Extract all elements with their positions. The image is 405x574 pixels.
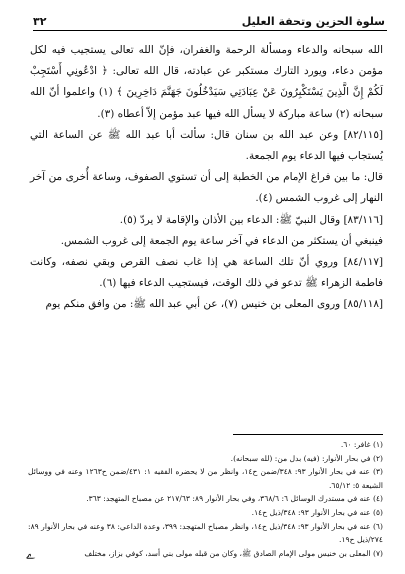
footnotes	[28, 438, 383, 560]
footnote: (٣) عنه في بحار الأنوار ٩٣: ٣٤٨/ضمن ح١٤، وانظر من لا يحضره الفقيه ١: ٤٣١/ضمن ح١٢٦٣ وعنه في ووسائل الشيعة ٥: ٦٥/١٢.	[28, 467, 383, 490]
body-paragraph: [٨٥/١١٨] وروى المعلى بن خنيس (٧)، عن أبي عبد الله ﷺ: من وافق منكم يوم	[45, 298, 383, 311]
body-paragraph: [٨٤/١١٧] وروي أنّ تلك الساعة هي إذا غاب نصف القرص وبقي نصفه، وكانت فاطمة الزهراء ﷺ تدعو في ذلك الوقت، فيستجيب الدعاء فيها (٦).	[30, 256, 383, 290]
body-paragraph: [٨٣/١١٦] وقال النبيّ ﷺ: الدعاء بين الأذان والإقامة لا يردّ (٥).	[119, 213, 383, 226]
footnote: (٤) عنه في مستدرك الوسائل ٦: ٣٦٨/٦، وفي بحار الأنوار ٨٩: ٢١٧/٦٣ عن مصباح المتهجد: ٣٦٣.	[86, 494, 383, 504]
header-rule	[33, 30, 387, 31]
footnote-rule	[233, 434, 383, 435]
footnote: (٦) عنه في بحار الأنوار ٩٣: ٣٤٨/ذيل ح١٤، وانظر مصباح المتهجد: ٣٩٩، وعدة الداعي: ٣٨ وعنه في بحار الأنوار ٨٩: ٢٧٤/ذيل ح١٩.	[28, 521, 383, 545]
page-ornament-icon: ﮮ	[26, 545, 35, 559]
page-number: ٣٢	[33, 15, 47, 28]
main-text	[30, 40, 383, 316]
body-paragraph: فينبغي أن يستكثر من الدعاء في آخر ساعة يوم الجمعة إلى غروب الشمس.	[60, 234, 383, 247]
footnote: (١) غافر: ٦٠.	[340, 440, 383, 449]
footnote: (٧) المعلى بن خنيس مولى الإمام الصادق ﷺ، وكان من قبله مولى بني أسد، كوفي بزاز، مختلف	[84, 548, 383, 558]
footnote: (٥) عنه في بحار الأنوار ٩٣: ٣٤٨/ذيل ح١٤.	[251, 507, 383, 517]
footnote: (٢) في بحار الأنوار: (فيه) بدل من: (لله سبحانه).	[230, 453, 383, 463]
body-paragraph: الله سبحانه والدعاء ومسألة الرحمة والغفران، فإنّ الله تعالى يستجيب فيه لكل مؤمن دعاء، ويورد التارك مستكبر عن عبادته، قال الله تعالى: ﴿ ادْعُونِي أَسْتَجِبْ لَكُمْ إِنَّ الَّذِينَ يَسْتَكْبِرُونَ عَنْ عِبَادَتِي سَيَدْخُلُونَ جَهَنَّمَ دَاخِرِينَ ﴾ (١) واعلموا أنّ الله سبحانه (٢) ساعة مباركة لا يسأل الله فيها عبد مؤمن إلاّ أعطاه (٣).	[30, 44, 383, 120]
book-title: سلوة الحزين وتحفة العليل	[241, 15, 385, 28]
body-paragraph: [٨٢/١١٥] وعن عبد الله بن سنان قال: سألت أبا عبد الله ﷺ عن الساعة التي يُستجاب فيها الدعاء يوم الجمعة.	[30, 128, 383, 163]
body-paragraph: قال: ما بين فراغ الإمام من الخطبة إلى أن تستوي الصفوف، وساعة أُخرى من آخر النهار إلى غروب الشمس (٤).	[30, 171, 383, 205]
page-header	[33, 10, 385, 28]
